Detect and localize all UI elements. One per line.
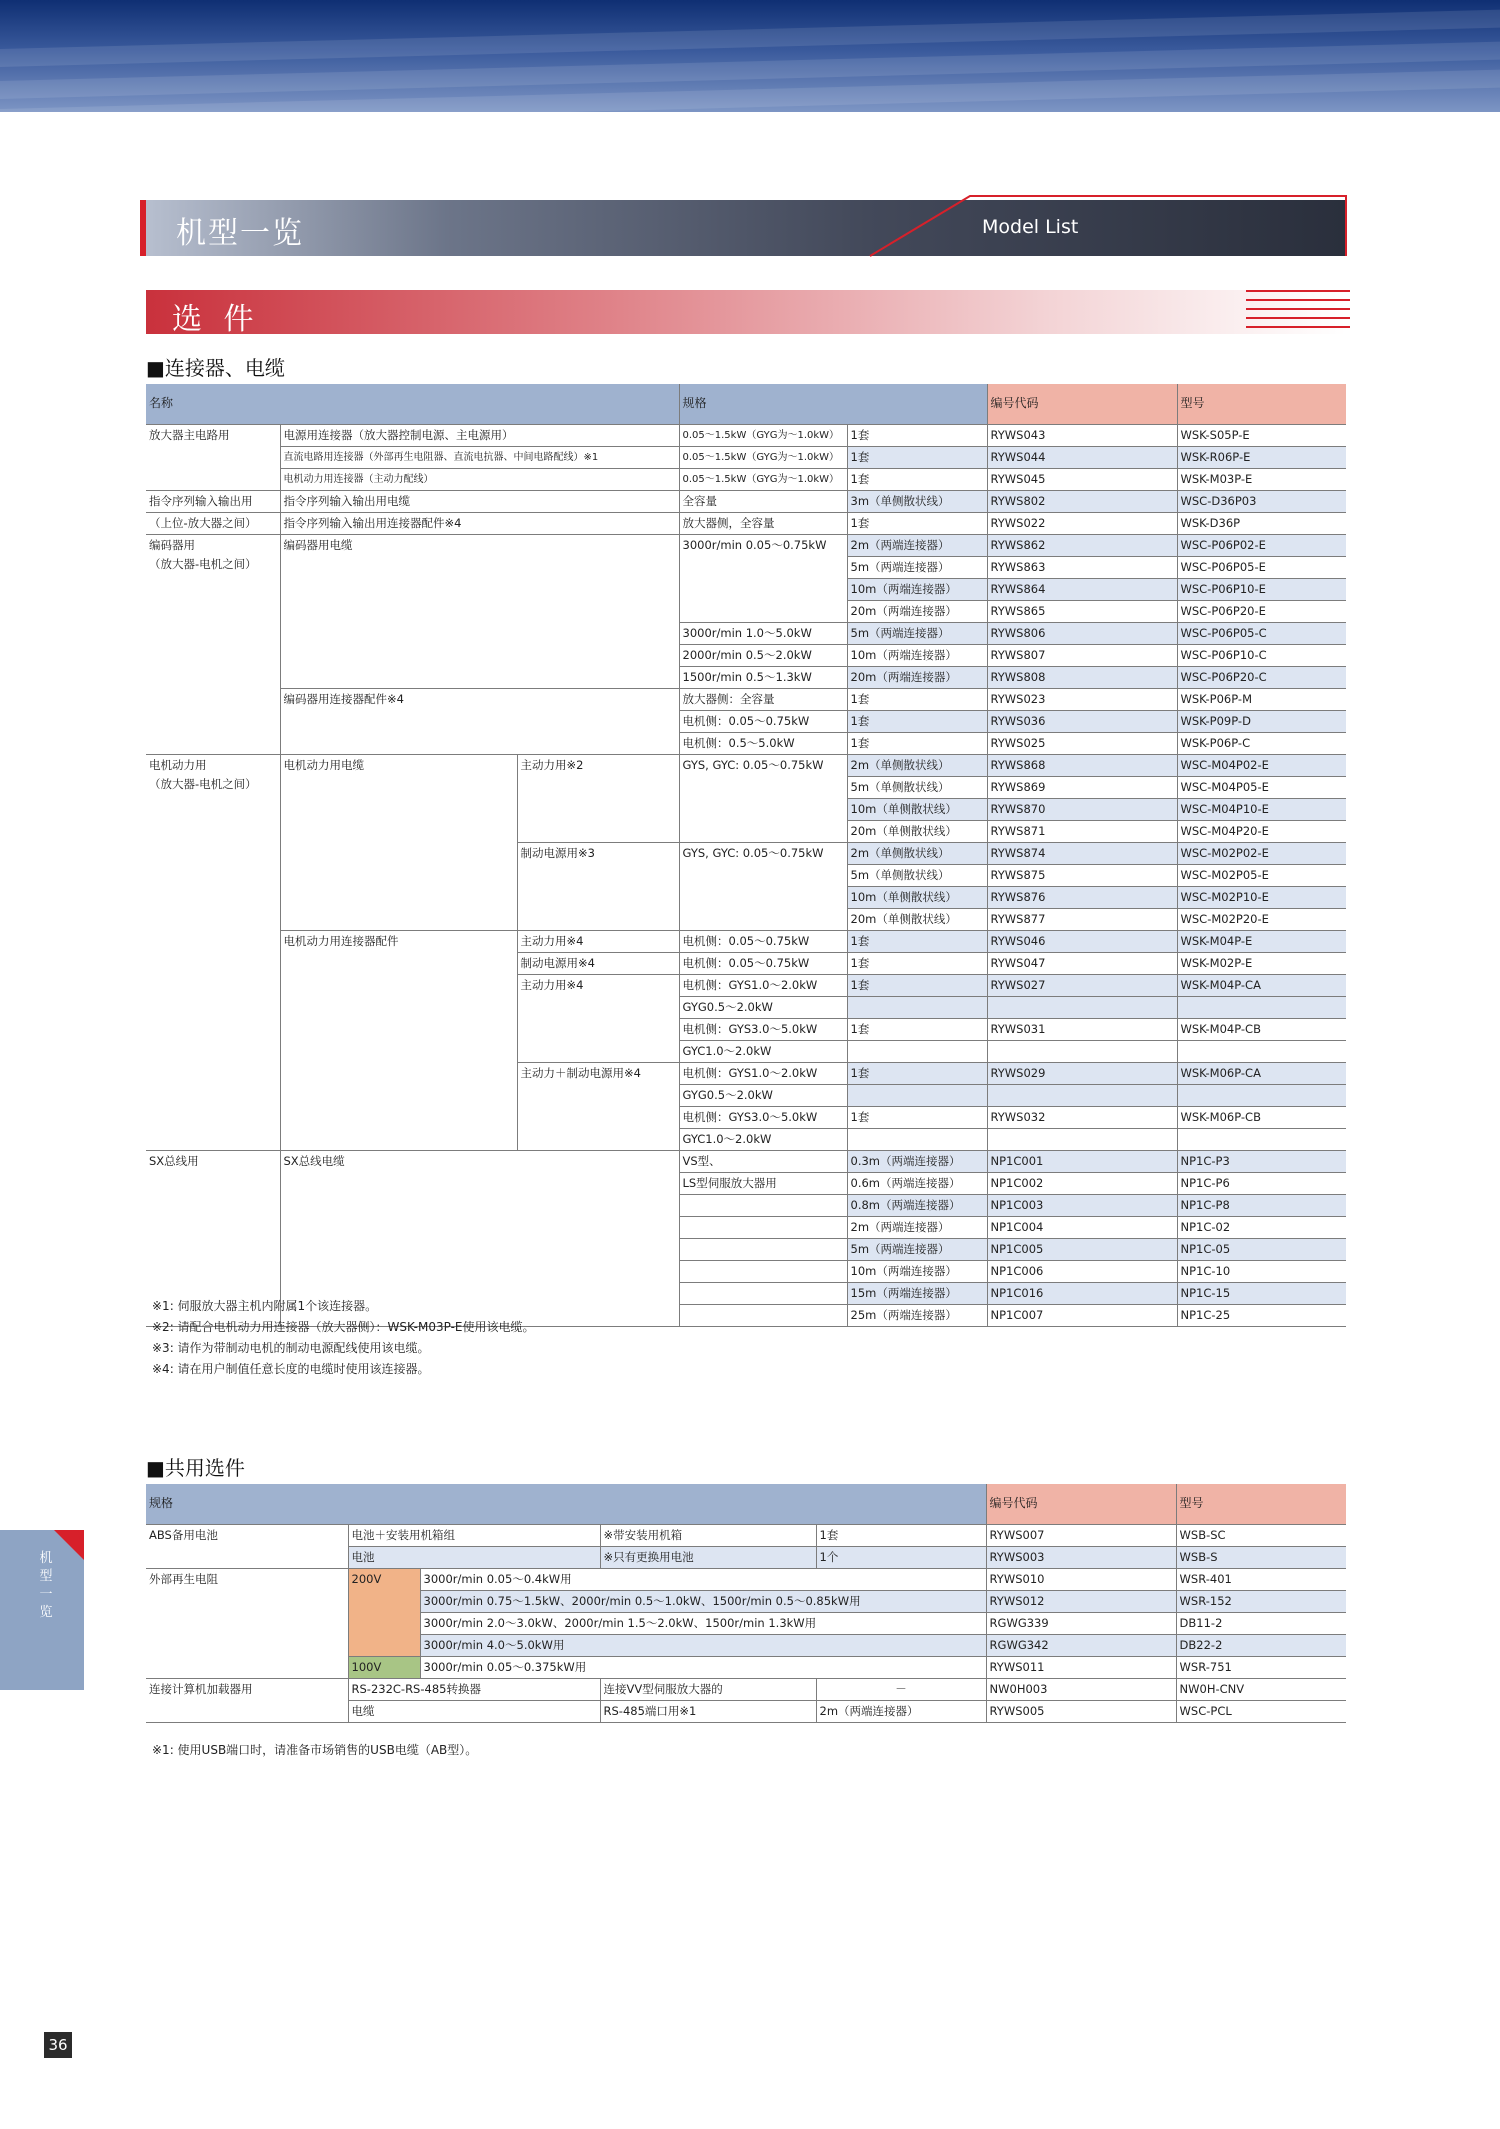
code-cell: RYWS011 bbox=[986, 1656, 1176, 1678]
category-label: 指令序列输入输出用 bbox=[149, 493, 253, 508]
category-label: 电机动力用 bbox=[149, 757, 207, 772]
spec-cell: ※只有更换用电池 bbox=[600, 1546, 816, 1568]
spec-cell: 电机侧：GYS3.0～5.0kW bbox=[679, 1106, 847, 1128]
model-cell: NP1C-05 bbox=[1177, 1238, 1346, 1260]
col-spec: 规格 bbox=[679, 384, 987, 424]
code-cell bbox=[987, 1084, 1177, 1106]
section-heading-common: ■共用选件 bbox=[146, 1456, 245, 1480]
qty-cell: 2m（单侧散状线） bbox=[847, 842, 987, 864]
table-row bbox=[146, 1524, 1346, 1546]
qty-cell: 0.3m（两端连接器） bbox=[847, 1150, 987, 1172]
qty-cell bbox=[847, 1128, 987, 1150]
footnote: ※3: 请作为带制动电机的制动电源配线使用该电缆。 bbox=[152, 1341, 430, 1355]
code-cell: RYWS032 bbox=[987, 1106, 1177, 1128]
code-cell: NP1C001 bbox=[987, 1150, 1177, 1172]
qty-cell bbox=[847, 1040, 987, 1062]
spec-cell bbox=[679, 1304, 847, 1326]
item-cell: SX总线电缆 bbox=[280, 1150, 679, 1326]
model-cell: WSC-P06P10-E bbox=[1177, 578, 1346, 600]
spec-cell: 3000r/min 2.0～3.0kW、2000r/min 1.5～2.0kW、1500r/min 1.3kW用 bbox=[420, 1612, 986, 1634]
table-row bbox=[146, 446, 1346, 468]
spec-cell: 3000r/min 0.05～0.375kW用 bbox=[420, 1656, 986, 1678]
model-cell: WSB-SC bbox=[1176, 1524, 1346, 1546]
spec-cell: 电池＋安装用机箱组 bbox=[348, 1524, 600, 1546]
code-cell: RYWS871 bbox=[987, 820, 1177, 842]
voltage-100v: 100V bbox=[348, 1656, 420, 1678]
qty-cell: 1个 bbox=[816, 1546, 986, 1568]
spec-cell: 电机侧：GYS1.0～2.0kW bbox=[679, 1062, 847, 1084]
table-row bbox=[146, 534, 1346, 556]
item-detail-cell: 主动力用※4 bbox=[517, 974, 679, 1062]
table-row bbox=[146, 512, 1346, 534]
item-cell: 电机动力用电缆 bbox=[280, 754, 517, 930]
side-index-tab[interactable] bbox=[0, 1530, 84, 1690]
code-cell: RYWS870 bbox=[987, 798, 1177, 820]
table-header-row bbox=[146, 1484, 1346, 1524]
model-cell: NP1C-P6 bbox=[1177, 1172, 1346, 1194]
qty-cell: 1套 bbox=[847, 930, 987, 952]
table-header-row bbox=[146, 384, 1346, 424]
model-cell: WSC-P06P05-E bbox=[1177, 556, 1346, 578]
qty-cell: 20m（两端连接器） bbox=[847, 666, 987, 688]
spec-cell: LS型伺服放大器用 bbox=[679, 1172, 847, 1194]
code-cell: RYWS027 bbox=[987, 974, 1177, 996]
qty-cell: 15m（两端连接器） bbox=[847, 1282, 987, 1304]
model-cell: NP1C-25 bbox=[1177, 1304, 1346, 1326]
table-row bbox=[146, 1568, 1346, 1590]
qty-cell: 1套 bbox=[847, 446, 987, 468]
model-cell: WSC-M02P20-E bbox=[1177, 908, 1346, 930]
model-cell: WSK-M06P-CB bbox=[1177, 1106, 1346, 1128]
category-cell bbox=[146, 490, 280, 512]
spec-cell: 电机侧：0.05～0.75kW bbox=[679, 952, 847, 974]
spec-cell: 放大器侧，全容量 bbox=[679, 512, 847, 534]
table-row bbox=[146, 1150, 1346, 1172]
qty-cell: 10m（两端连接器） bbox=[847, 644, 987, 666]
table-row bbox=[146, 1678, 1346, 1700]
code-cell: NP1C004 bbox=[987, 1216, 1177, 1238]
page-number: 36 bbox=[44, 2032, 72, 2058]
spec-cell: 电机侧：GYS3.0～5.0kW bbox=[679, 1018, 847, 1040]
table-row bbox=[146, 754, 1346, 776]
col-model: 型号 bbox=[1176, 1484, 1346, 1524]
model-cell: NP1C-15 bbox=[1177, 1282, 1346, 1304]
qty-cell bbox=[847, 1084, 987, 1106]
model-cell: WSC-P06P05-C bbox=[1177, 622, 1346, 644]
col-spec: 规格 bbox=[146, 1484, 986, 1524]
model-cell: WSC-M04P05-E bbox=[1177, 776, 1346, 798]
qty-cell: 1套 bbox=[847, 512, 987, 534]
item-cell: 指令序列输入输出用电缆 bbox=[280, 490, 679, 512]
spec-cell: 3000r/min 4.0～5.0kW用 bbox=[420, 1634, 986, 1656]
category-label: （上位-放大器之间） bbox=[149, 515, 257, 530]
spec-cell bbox=[679, 1282, 847, 1304]
model-cell: WSC-M02P10-E bbox=[1177, 886, 1346, 908]
model-cell: WSK-S05P-E bbox=[1177, 424, 1346, 446]
model-cell: WSK-M04P-CA bbox=[1177, 974, 1346, 996]
qty-cell: 5m（单侧散状线） bbox=[847, 776, 987, 798]
model-cell: WSK-M04P-E bbox=[1177, 930, 1346, 952]
spec-cell: GYS, GYC: 0.05～0.75kW bbox=[679, 754, 847, 842]
options-band bbox=[146, 290, 1346, 337]
code-cell: NP1C003 bbox=[987, 1194, 1177, 1216]
code-cell: RYWS046 bbox=[987, 930, 1177, 952]
model-cell: WSK-P06P-C bbox=[1177, 732, 1346, 754]
model-cell: WSK-P09P-D bbox=[1177, 710, 1346, 732]
qty-cell: 5m（两端连接器） bbox=[847, 556, 987, 578]
spec-cell: 3000r/min 0.05～0.75kW bbox=[679, 534, 847, 622]
qty-cell: 2m（两端连接器） bbox=[816, 1700, 986, 1722]
model-cell: WSC-P06P20-E bbox=[1177, 600, 1346, 622]
spec-cell: 3000r/min 0.75～1.5kW、2000r/min 0.5～1.0kW、1500r/min 0.5～0.85kW用 bbox=[420, 1590, 986, 1612]
code-cell: RYWS023 bbox=[987, 688, 1177, 710]
model-cell: WSR-401 bbox=[1176, 1568, 1346, 1590]
qty-cell: 1套 bbox=[847, 710, 987, 732]
code-cell: RYWS022 bbox=[987, 512, 1177, 534]
code-cell: RYWS877 bbox=[987, 908, 1177, 930]
qty-cell: 2m（两端连接器） bbox=[847, 534, 987, 556]
model-cell: WSR-751 bbox=[1176, 1656, 1346, 1678]
category-label: 编码器用 bbox=[149, 537, 195, 552]
category-label: 放大器主电路用 bbox=[149, 427, 230, 442]
voltage-200v: 200V bbox=[348, 1568, 420, 1656]
col-model: 型号 bbox=[1177, 384, 1346, 424]
qty-cell: 1套 bbox=[816, 1524, 986, 1546]
qty-cell: 3m（单侧散状线） bbox=[847, 490, 987, 512]
spec-cell: RS-232C-RS-485转换器 bbox=[348, 1678, 600, 1700]
options-decor-lines bbox=[1246, 290, 1350, 334]
category-cell bbox=[146, 754, 280, 1150]
spec-cell: 全容量 bbox=[679, 490, 847, 512]
qty-cell: 20m（单侧散状线） bbox=[847, 908, 987, 930]
spec-cell: GYC1.0～2.0kW bbox=[679, 1040, 847, 1062]
code-cell: RYWS864 bbox=[987, 578, 1177, 600]
spec-cell: 电机侧：0.05～0.75kW bbox=[679, 710, 847, 732]
code-cell: RYWS862 bbox=[987, 534, 1177, 556]
code-cell: RYWS874 bbox=[987, 842, 1177, 864]
model-cell: WSC-PCL bbox=[1176, 1700, 1346, 1722]
code-cell: RYWS875 bbox=[987, 864, 1177, 886]
table-row bbox=[146, 930, 1346, 952]
model-cell: WSK-P06P-M bbox=[1177, 688, 1346, 710]
spec-cell: VS型、 bbox=[679, 1150, 847, 1172]
model-cell: NW0H-CNV bbox=[1176, 1678, 1346, 1700]
item-detail-cell: 主动力用※2 bbox=[517, 754, 679, 842]
footnotes-connectors bbox=[152, 1296, 534, 1380]
code-cell: NP1C005 bbox=[987, 1238, 1177, 1260]
model-cell: WSK-M03P-E bbox=[1177, 468, 1346, 490]
qty-cell: 10m（单侧散状线） bbox=[847, 886, 987, 908]
model-cell: WSK-M06P-CA bbox=[1177, 1062, 1346, 1084]
spec-cell: 3000r/min 0.05～0.4kW用 bbox=[420, 1568, 986, 1590]
connector-cable-table bbox=[146, 384, 1346, 1327]
spec-cell: GYS, GYC: 0.05～0.75kW bbox=[679, 842, 847, 930]
category-cell bbox=[146, 424, 280, 490]
page-title-en: Model List bbox=[982, 216, 1079, 238]
spec-cell: 电池 bbox=[348, 1546, 600, 1568]
qty-cell: 10m（两端连接器） bbox=[847, 1260, 987, 1282]
spec-cell: 电缆 bbox=[348, 1700, 600, 1722]
item-detail-cell: 主动力用※4 bbox=[517, 930, 679, 952]
category-cell bbox=[146, 534, 280, 754]
item-cell: 电机动力用连接器（主动力配线） bbox=[280, 468, 679, 490]
table-row bbox=[146, 490, 1346, 512]
code-cell: RYWS047 bbox=[987, 952, 1177, 974]
category-cell bbox=[146, 512, 280, 534]
code-cell bbox=[987, 1040, 1177, 1062]
category-label: （放大器-电机之间） bbox=[149, 776, 257, 791]
model-cell: NP1C-02 bbox=[1177, 1216, 1346, 1238]
spec-cell: GYC1.0～2.0kW bbox=[679, 1128, 847, 1150]
table-row bbox=[146, 468, 1346, 490]
model-cell: WSK-D36P bbox=[1177, 512, 1346, 534]
item-cell: 电源用连接器（放大器控制电源、主电源用） bbox=[280, 424, 679, 446]
model-cell bbox=[1177, 1084, 1346, 1106]
qty-cell: 0.6m（两端连接器） bbox=[847, 1172, 987, 1194]
code-cell bbox=[987, 1128, 1177, 1150]
footnote: ※1: 伺服放大器主机内附属1个该连接器。 bbox=[152, 1299, 378, 1313]
qty-cell bbox=[847, 996, 987, 1018]
qty-cell: 5m（单侧散状线） bbox=[847, 864, 987, 886]
code-cell: RGWG342 bbox=[986, 1634, 1176, 1656]
table-row bbox=[146, 688, 1346, 710]
model-cell: WSR-152 bbox=[1176, 1590, 1346, 1612]
spec-cell: 电机侧：0.05～0.75kW bbox=[679, 930, 847, 952]
top-banner bbox=[0, 0, 1500, 112]
model-cell: WSC-D36P03 bbox=[1177, 490, 1346, 512]
spec-cell: GYG0.5～2.0kW bbox=[679, 1084, 847, 1106]
model-cell: WSC-M02P02-E bbox=[1177, 842, 1346, 864]
qty-cell: 1套 bbox=[847, 952, 987, 974]
model-cell: WSC-P06P10-C bbox=[1177, 644, 1346, 666]
model-cell: DB11-2 bbox=[1176, 1612, 1346, 1634]
spec-cell bbox=[679, 1238, 847, 1260]
item-cell: 直流电路用连接器（外部再生电阻器、直流电抗器、中间电路配线）※1 bbox=[280, 446, 679, 468]
model-cell: NP1C-P8 bbox=[1177, 1194, 1346, 1216]
item-detail-cell: 主动力＋制动电源用※4 bbox=[517, 1062, 679, 1150]
col-code: 编号代码 bbox=[987, 384, 1177, 424]
code-cell: NP1C002 bbox=[987, 1172, 1177, 1194]
code-cell: RYWS806 bbox=[987, 622, 1177, 644]
code-cell: RYWS036 bbox=[987, 710, 1177, 732]
code-cell: RYWS808 bbox=[987, 666, 1177, 688]
col-name: 名称 bbox=[146, 384, 679, 424]
spec-cell bbox=[679, 1194, 847, 1216]
model-cell: WSC-M04P20-E bbox=[1177, 820, 1346, 842]
code-cell: RYWS010 bbox=[986, 1568, 1176, 1590]
tab-corner-triangle bbox=[54, 1530, 84, 1560]
code-cell: RYWS012 bbox=[986, 1590, 1176, 1612]
model-cell bbox=[1177, 1128, 1346, 1150]
category-cell: 外部再生电阻 bbox=[146, 1568, 348, 1678]
code-cell: RYWS868 bbox=[987, 754, 1177, 776]
code-cell: NP1C016 bbox=[987, 1282, 1177, 1304]
footnote: ※1: 使用USB端口时，请准备市场销售的USB电缆（AB型）。 bbox=[152, 1743, 478, 1757]
common-options-table bbox=[146, 1484, 1346, 1723]
code-cell: RYWS869 bbox=[987, 776, 1177, 798]
code-cell: RYWS029 bbox=[987, 1062, 1177, 1084]
item-cell: 编码器用电缆 bbox=[280, 534, 679, 688]
model-cell: WSK-R06P-E bbox=[1177, 446, 1346, 468]
code-cell: RYWS005 bbox=[986, 1700, 1176, 1722]
spec-cell: RS-485端口用※1 bbox=[600, 1700, 816, 1722]
code-cell: NP1C006 bbox=[987, 1260, 1177, 1282]
options-title: 选 件 bbox=[172, 302, 260, 337]
header-red-frame bbox=[860, 192, 1350, 264]
qty-cell: 20m（两端连接器） bbox=[847, 600, 987, 622]
spec-cell: 电机侧：GYS1.0～2.0kW bbox=[679, 974, 847, 996]
code-cell: RYWS007 bbox=[986, 1524, 1176, 1546]
code-cell: RYWS863 bbox=[987, 556, 1177, 578]
qty-cell: 5m（两端连接器） bbox=[847, 1238, 987, 1260]
code-cell: NP1C007 bbox=[987, 1304, 1177, 1326]
item-cell: 电机动力用连接器配件 bbox=[280, 930, 517, 1150]
code-cell: RYWS043 bbox=[987, 424, 1177, 446]
spec-cell: 1500r/min 0.5～1.3kW bbox=[679, 666, 847, 688]
code-cell: RYWS044 bbox=[987, 446, 1177, 468]
model-cell: WSB-S bbox=[1176, 1546, 1346, 1568]
side-tab-label: 机型一览 bbox=[39, 1551, 53, 1620]
item-cell: 编码器用连接器配件※4 bbox=[280, 688, 679, 754]
footnote: ※4: 请在用户制值任意长度的电缆时使用该连接器。 bbox=[152, 1362, 430, 1376]
category-cell: ABS备用电池 bbox=[146, 1524, 348, 1568]
spec-cell: 2000r/min 0.5～2.0kW bbox=[679, 644, 847, 666]
section-heading-connectors: ■连接器、电缆 bbox=[146, 356, 285, 380]
qty-cell: － bbox=[816, 1678, 986, 1700]
model-cell: WSC-P06P02-E bbox=[1177, 534, 1346, 556]
category-label: SX总线用 bbox=[149, 1153, 199, 1168]
qty-cell: 2m（两端连接器） bbox=[847, 1216, 987, 1238]
code-cell: RYWS045 bbox=[987, 468, 1177, 490]
category-cell: 连接计算机加载器用 bbox=[146, 1678, 348, 1722]
model-cell: WSK-M04P-CB bbox=[1177, 1018, 1346, 1040]
category-label: （放大器-电机之间） bbox=[149, 556, 257, 571]
qty-cell: 1套 bbox=[847, 1062, 987, 1084]
item-detail-cell: 制动电源用※4 bbox=[517, 952, 679, 974]
code-cell: RYWS802 bbox=[987, 490, 1177, 512]
spec-cell: 0.05～1.5kW（GYG为～1.0kW） bbox=[679, 424, 847, 446]
spec-cell bbox=[679, 1260, 847, 1282]
code-cell: RYWS876 bbox=[987, 886, 1177, 908]
qty-cell: 2m（单侧散状线） bbox=[847, 754, 987, 776]
code-cell: RYWS003 bbox=[986, 1546, 1176, 1568]
qty-cell: 10m（两端连接器） bbox=[847, 578, 987, 600]
qty-cell: 20m（单侧散状线） bbox=[847, 820, 987, 842]
table-row bbox=[146, 424, 1346, 446]
qty-cell: 10m（单侧散状线） bbox=[847, 798, 987, 820]
model-cell: WSK-M02P-E bbox=[1177, 952, 1346, 974]
page-title: 机型一览 bbox=[176, 216, 304, 251]
model-cell bbox=[1177, 1040, 1346, 1062]
spec-cell: GYG0.5～2.0kW bbox=[679, 996, 847, 1018]
spec-cell: 电机侧：0.5～5.0kW bbox=[679, 732, 847, 754]
qty-cell: 0.8m（两端连接器） bbox=[847, 1194, 987, 1216]
spec-cell: 3000r/min 1.0～5.0kW bbox=[679, 622, 847, 644]
model-cell: WSC-M04P02-E bbox=[1177, 754, 1346, 776]
model-cell: WSC-M02P05-E bbox=[1177, 864, 1346, 886]
model-cell bbox=[1177, 996, 1346, 1018]
model-cell: WSC-M04P10-E bbox=[1177, 798, 1346, 820]
qty-cell: 1套 bbox=[847, 1106, 987, 1128]
qty-cell: 25m（两端连接器） bbox=[847, 1304, 987, 1326]
spec-cell: 放大器侧：全容量 bbox=[679, 688, 847, 710]
item-detail-cell: 制动电源用※3 bbox=[517, 842, 679, 930]
model-cell: NP1C-P3 bbox=[1177, 1150, 1346, 1172]
item-cell: 指令序列输入输出用连接器配件※4 bbox=[280, 512, 679, 534]
spec-cell: 连接VV型伺服放大器的 bbox=[600, 1678, 816, 1700]
qty-cell: 1套 bbox=[847, 1018, 987, 1040]
spec-cell: 0.05～1.5kW（GYG为～1.0kW） bbox=[679, 468, 847, 490]
qty-cell: 5m（两端连接器） bbox=[847, 622, 987, 644]
qty-cell: 1套 bbox=[847, 688, 987, 710]
qty-cell: 1套 bbox=[847, 424, 987, 446]
code-cell: NW0H003 bbox=[986, 1678, 1176, 1700]
model-cell: WSC-P06P20-C bbox=[1177, 666, 1346, 688]
code-cell: RYWS807 bbox=[987, 644, 1177, 666]
code-cell bbox=[987, 996, 1177, 1018]
code-cell: RYWS865 bbox=[987, 600, 1177, 622]
model-cell: DB22-2 bbox=[1176, 1634, 1346, 1656]
spec-cell: 0.05～1.5kW（GYG为～1.0kW） bbox=[679, 446, 847, 468]
code-cell: RGWG339 bbox=[986, 1612, 1176, 1634]
code-cell: RYWS025 bbox=[987, 732, 1177, 754]
qty-cell: 1套 bbox=[847, 732, 987, 754]
spec-cell: ※带安装用机箱 bbox=[600, 1524, 816, 1546]
qty-cell: 1套 bbox=[847, 974, 987, 996]
code-cell: RYWS031 bbox=[987, 1018, 1177, 1040]
col-code: 编号代码 bbox=[986, 1484, 1176, 1524]
footnote: ※2: 请配合电机动力用连接器（放大器侧）：WSK-M03P-E使用该电缆。 bbox=[152, 1320, 535, 1334]
qty-cell: 1套 bbox=[847, 468, 987, 490]
footnotes-common bbox=[152, 1740, 477, 1761]
model-cell: NP1C-10 bbox=[1177, 1260, 1346, 1282]
spec-cell bbox=[679, 1216, 847, 1238]
